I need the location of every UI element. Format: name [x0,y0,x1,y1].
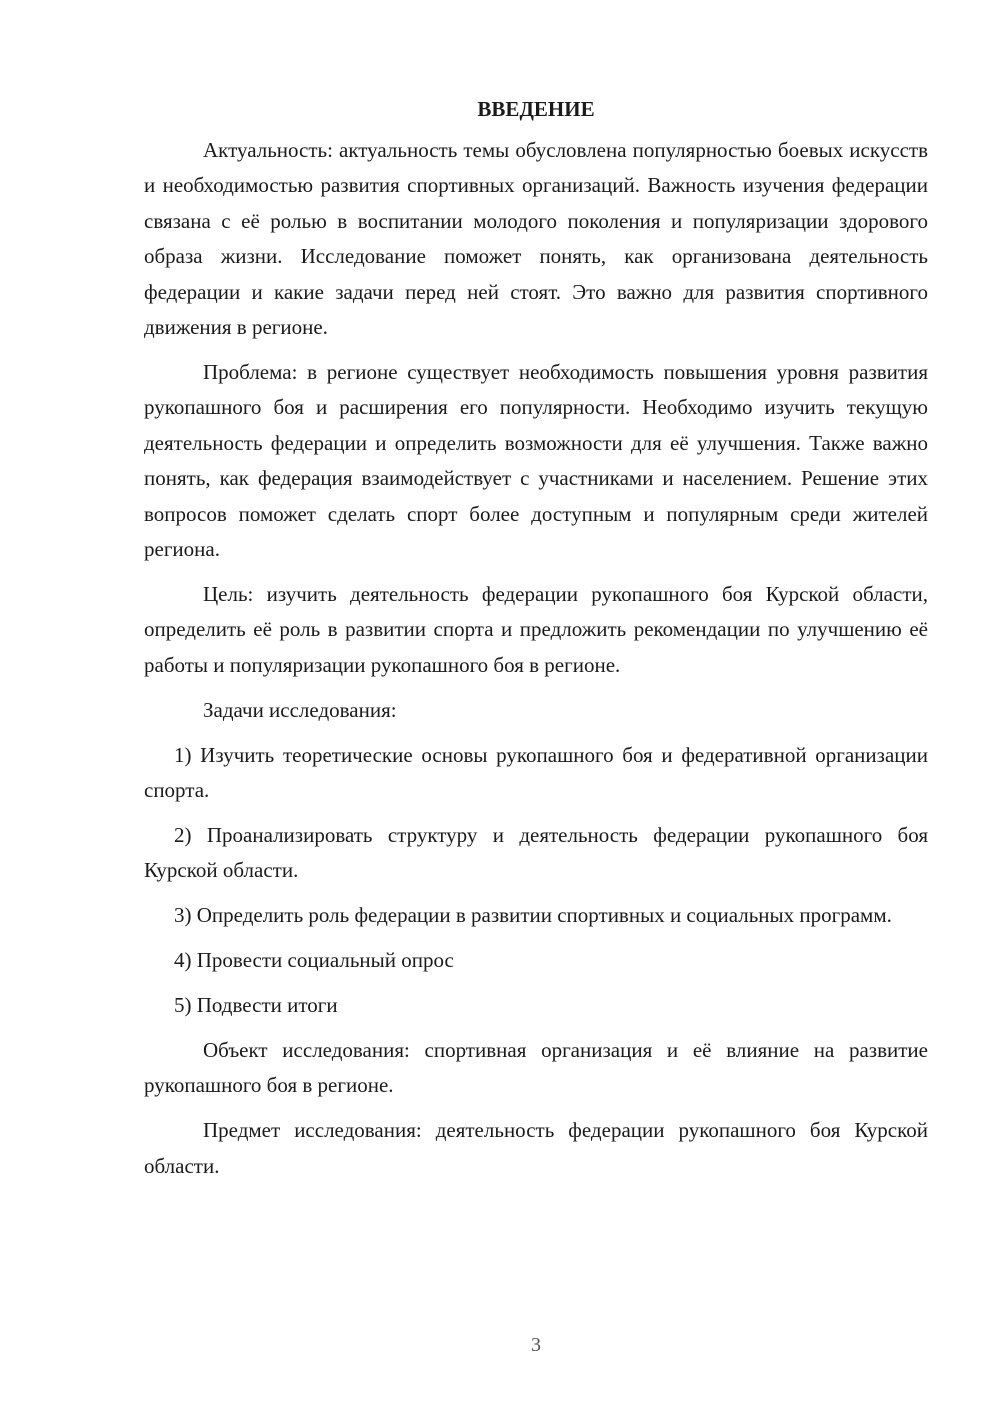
task-item-3: 3) Определить роль федерации в развитии спортивных и социальных программ. [174,903,892,928]
paragraph-problem: Проблема: в регионе существует необходимость повышения уровня развития рукопашного боя и расширения его популярности. Необходимо изучить текущую деятельность федерации и определить возможности для её улучшения. Также важно понять, как федерация взаимодействует с участниками и населением. Решение этих вопросов поможет сделать спорт более доступным и популярным среди жителей региона. [144,359,928,561]
page-content [144,92,928,1184]
page-number: 3 [531,1334,541,1356]
task-item-1: 1) Изучить теоретические основы рукопашного боя и федеративной организации спорта. [144,742,928,802]
paragraph-relevance: Актуальность: актуальность темы обусловлена популярностью боевых искусств и необходимостью развития спортивных организаций. Важность изучения федерации связана с её ролью в воспитании молодого поколения и популяризации здорового образа жизни. Исследование поможет понять, как организована деятельность федерации и какие задачи перед ней стоят. Это важно для развития спортивного движения в регионе. [144,138,928,340]
task-item-5: 5) Подвести итоги [174,992,338,1017]
paragraph-subject: Предмет исследования: деятельность федерации рукопашного боя Курской области. [144,1118,928,1178]
section-title: ВВЕДЕНИЕ [477,97,595,121]
task-item-2: 2) Проанализировать структуру и деятельность федерации рукопашного боя Курской области. [144,822,928,883]
task-item-4: 4) Провести социальный опрос [174,948,454,973]
paragraph-object: Объект исследования: спортивная организация и её влияние на развитие рукопашного боя в регионе. [144,1037,928,1098]
tasks-heading: Задачи исследования: [203,697,397,722]
paragraph-goal: Цель: изучить деятельность федерации рукопашного боя Курской области, определить её роль в развитии спорта и предложить рекомендации по улучшению её работы и популяризации рукопашного боя в регионе. [144,581,928,677]
